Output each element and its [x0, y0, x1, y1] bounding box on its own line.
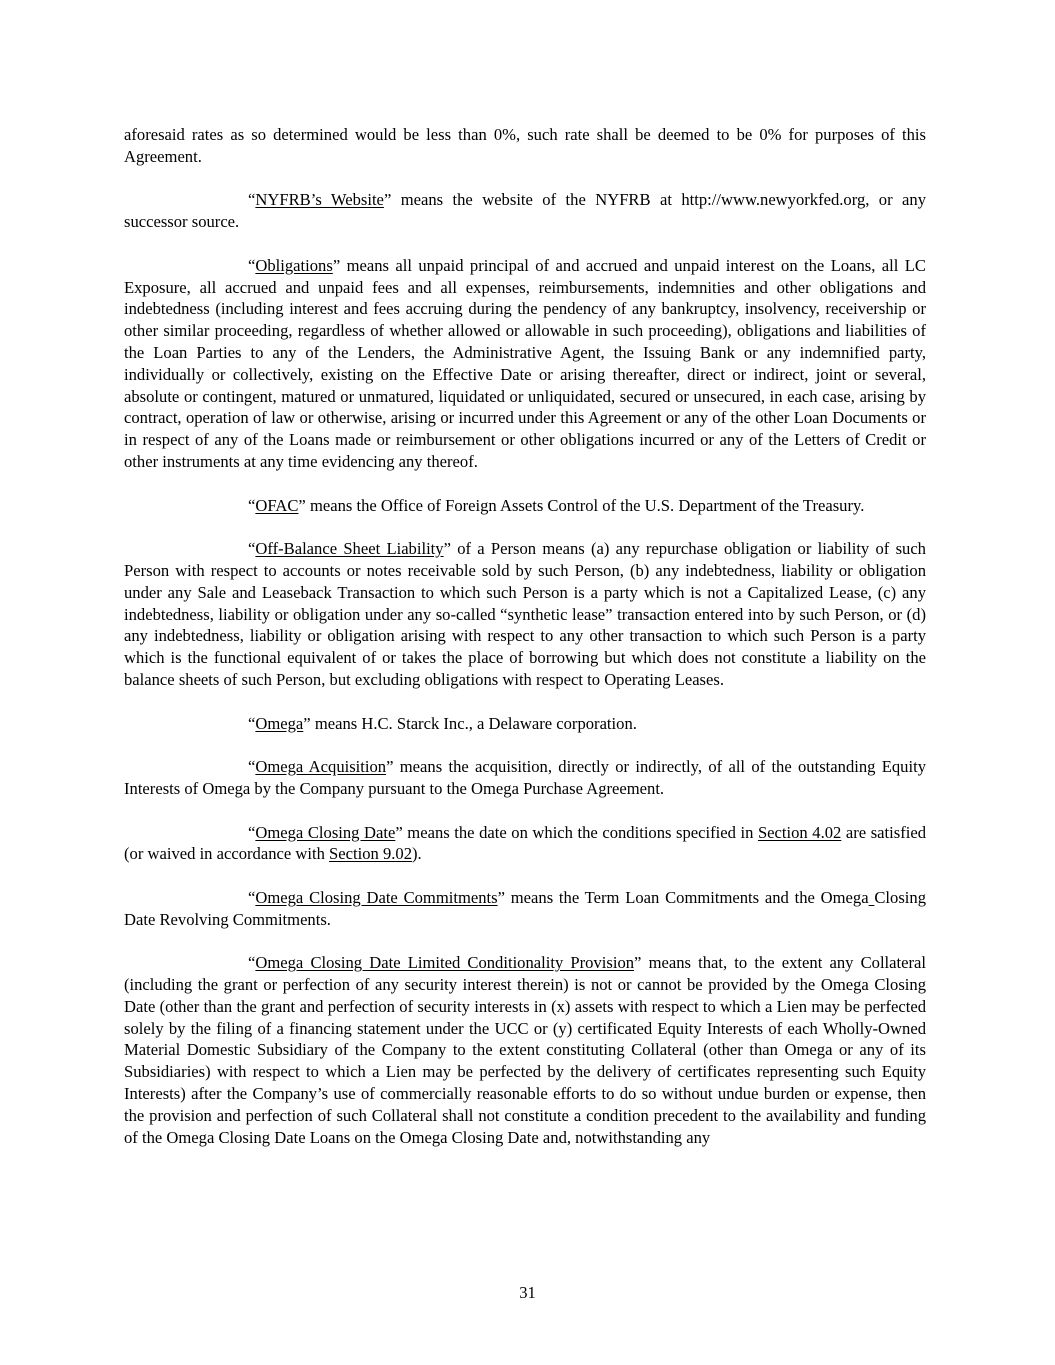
section-reference-4-02: Section 4.02	[757, 822, 842, 842]
close-quote: ”	[497, 887, 505, 907]
definition-text: means the date on which the conditions specified in	[402, 822, 758, 842]
definition-omega-closing-date-commitments	[124, 887, 926, 931]
definition-omega-closing-date	[124, 822, 926, 866]
definition-text: of a Person means (a) any repurchase obligation or liability of such Person with respect to accounts or notes receivable sold by such Person, (b) any indebtedness, liability or obligation under any Sale and Leaseback Transaction to which such Person is a party which is not a Capitalized Lease, (c) any indebtedness, liability or obligation under any so-called “synthetic lease” transaction entered into by such Person, or (d) any indebtedness, liability or obligation arising with respect to any other transaction to which such Person is a party which is the functional equivalent of or takes the place of borrowing but which does not constitute a liability on the balance sheets of such Person, but excluding obligations with respect to Operating Leases.	[124, 539, 926, 689]
definition-omega	[124, 713, 926, 735]
open-quote: “	[248, 953, 256, 973]
definition-text: means the Term Loan Commitments and the Omega	[504, 887, 869, 907]
close-quote: ”	[395, 822, 403, 842]
definition-text: means all unpaid principal of and accrued and unpaid interest on the Loans, all LC Exposure, all accrued and unpaid fees and all expenses, reimbursements, indemnities and other obligations and indebtedness (including interest and fees accruing during the pendency of any bankruptcy, insolvency, receivership or other similar proceeding, regardless of whether allowed or allowable in such proceeding), obligations and liabilities of the Loan Parties to any of the Lenders, the Administrative Agent, the Issuing Bank or any indemnified party, individually or collectively, existing on the Effective Date or arising thereafter, direct or indirect, joint or several, absolute or contingent, matured or unmatured, liquidated or unliquidated, secured or unsecured, in each case, arising by contract, operation of law or otherwise, arising or incurred under this Agreement or any of the other Loan Documents or in respect of any of the Loans made or reimbursement or other obligations incurred or any of the Letters of Credit or other instruments at any time evidencing any thereof.	[124, 255, 926, 471]
definition-text: are satisfied (or waived in accordance with	[124, 822, 926, 864]
open-quote: “	[248, 190, 256, 210]
definition-off-balance-sheet-liability	[124, 538, 926, 691]
paragraph-continuation	[124, 124, 926, 168]
close-quote: ”	[383, 190, 392, 210]
defined-term: NYFRB’s Website	[255, 190, 384, 210]
definition-text: means the website of the NYFRB at http://www.newyorkfed.org, or any successor source.	[124, 190, 926, 232]
definition-nyfrbs-website	[124, 189, 926, 233]
defined-term: Omega Closing Date Limited Conditionality Provision	[255, 953, 635, 973]
open-quote: “	[248, 539, 256, 559]
open-quote: “	[248, 495, 256, 515]
definition-ofac	[124, 495, 926, 517]
defined-term: Obligations	[255, 255, 333, 275]
open-quote: “	[248, 713, 256, 733]
section-reference-9-02: Section 9.02	[329, 844, 412, 864]
open-quote: “	[248, 255, 256, 275]
definition-text: ).	[412, 844, 422, 864]
close-quote: ”	[386, 757, 394, 777]
close-quote: ”	[303, 713, 311, 733]
defined-term: OFAC	[255, 495, 299, 515]
close-quote: ”	[443, 539, 451, 559]
defined-term: Omega Closing Date	[255, 822, 396, 842]
open-quote: “	[248, 757, 256, 777]
definition-text: means the acquisition, directly or indirectly, of all of the outstanding Equity Interests of Omega by the Company pursuant to the Omega Purchase Agreement.	[124, 757, 926, 798]
open-quote: “	[248, 822, 256, 842]
page-number: 31	[519, 1283, 536, 1302]
definition-text: means H.C. Starck Inc., a Delaware corporation.	[310, 713, 637, 733]
document-page	[124, 124, 926, 1170]
definition-text: means that, to the extent any Collateral (including the grant or perfection of any security interest therein) is not or cannot be provided by the Omega Closing Date (other than the grant and perfection of security interests in (x) assets with respect to which a Lien may be perfected solely by the filing of a financing statement under the UCC or (y) certificated Equity Interests of each Wholly-Owned Material Domestic Subsidiary of the Company to the extent constituting Collateral (other than Omega or any of its Subsidiaries) with respect to which a Lien may be perfected by the delivery of certificates representing such Equity Interests) after the Company’s use of commercially reasonable efforts to do so without undue burden or expense, then the provision and perfection of such Collateral shall not constitute a condition precedent to the availability and funding of the Omega Closing Date Loans on the Omega Closing Date and, notwithstanding any	[124, 953, 927, 1147]
definition-text: Closing Date Revolving Commitments.	[124, 887, 926, 929]
definition-omega-acquisition	[124, 756, 926, 800]
open-quote: “	[248, 887, 256, 907]
defined-term: Omega Closing Date Commitments	[255, 887, 498, 907]
definition-obligations	[124, 255, 926, 473]
defined-term: Omega	[255, 713, 304, 733]
paragraph-text: aforesaid rates as so determined would be less than 0%, such rate shall be deemed to be 0% for purposes of this Agreement.	[124, 125, 926, 166]
close-quote: ”	[634, 953, 642, 973]
definition-text: means the Office of Foreign Assets Control of the U.S. Department of the Treasury.	[305, 495, 865, 515]
definition-omega-closing-date-limited-conditionality-provision	[124, 952, 926, 1148]
defined-term: Omega Acquisition	[255, 757, 387, 777]
defined-term: Off-Balance Sheet Liability	[255, 539, 444, 559]
close-quote: ”	[332, 255, 341, 275]
close-quote: ”	[298, 495, 306, 515]
